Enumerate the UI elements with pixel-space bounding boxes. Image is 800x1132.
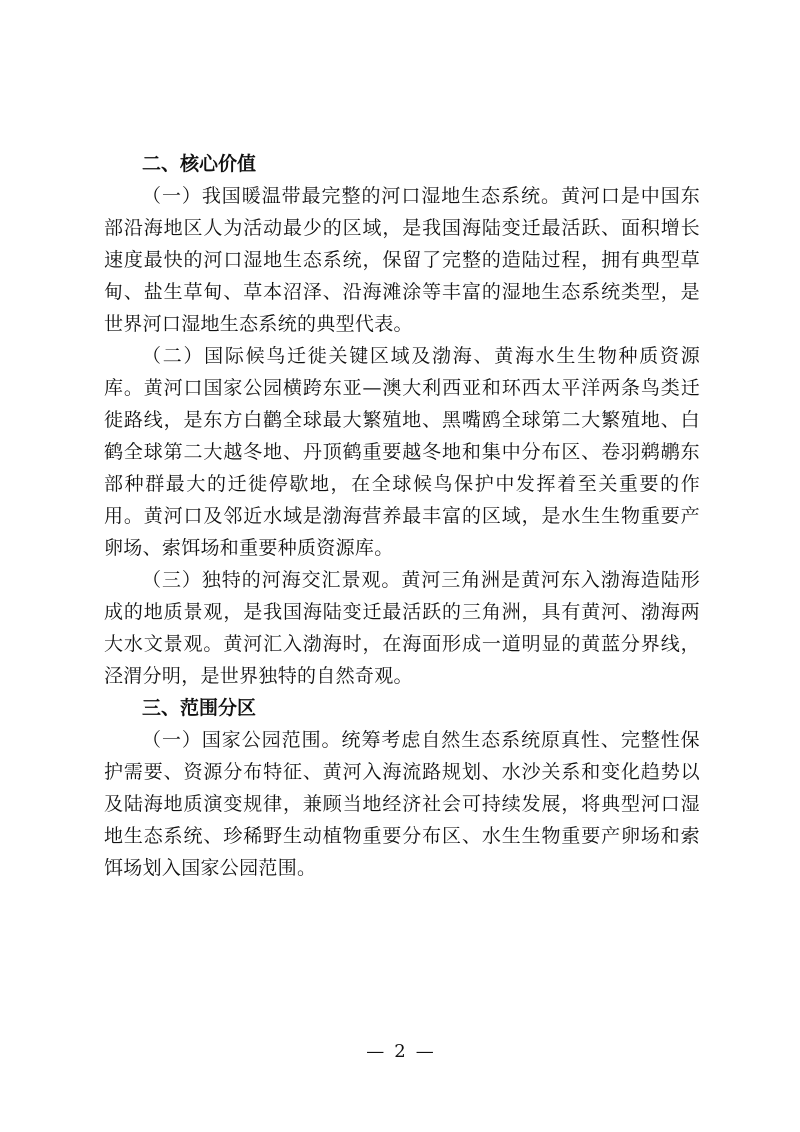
paragraph-lead: （一）我国暖温带最完整的河口湿地生态系统。 — [142, 185, 561, 207]
paragraph-body: 黄河口国家公园横跨东亚—澳大利西亚和环西太平洋两条鸟类迁徙路线，是东方白鹳全球最大繁殖地、黑嘴鸥全球第二大繁殖地、白鹤全球第二大越冬地、丹顶鹤重要越冬地和集中分布区、卷羽鹈鹕东部种群最大的迁徙停歇地，在全球候鸟保护中发挥着至关重要的作用。黄河口及邻近水域是渤海营养最丰富的区域，是水生生物重要产卵场、索饵场和重要种质资源库。 — [104, 377, 700, 559]
page-footer — [0, 1040, 800, 1064]
paragraph-lead: （二）国际候鸟迁徙关键区域及渤海、黄海水生生物种质资源库。 — [104, 345, 700, 399]
paragraph-body: 统筹考虑自然生态系统原真性、完整性保护需要、资源分布特征、黄河入海流路规划、水沙关系和变化趋势以及陆海地质演变规律，兼顾当地经济社会可持续发展，将典型河口湿地生态系统、珍稀野生动植物重要分布区、水生生物重要产卵场和索饵场划入国家公园范围。 — [104, 729, 700, 879]
section-heading-scope-zoning: 三、范围分区 — [142, 697, 257, 719]
document-body — [104, 148, 700, 884]
paragraph-estuary-wetland — [104, 180, 700, 340]
footer-dash-left: — — [366, 1041, 385, 1062]
paragraph-park-scope — [104, 724, 700, 884]
paragraph-river-sea-landscape — [104, 564, 700, 692]
paragraph-lead: （一）国家公园范围。 — [142, 729, 342, 751]
footer-dash-right: — — [415, 1041, 434, 1062]
paragraph-lead: （三）独特的河海交汇景观。 — [142, 569, 402, 591]
paragraph-body: 黄河口是中国东部沿海地区人为活动最少的区域，是我国海陆变迁最活跃、面积增长速度最快的河口湿地生态系统，保留了完整的造陆过程，拥有典型草甸、盐生草甸、草本沼泽、沿海滩涂等丰富的湿地生态系统类型，是世界河口湿地生态系统的典型代表。 — [104, 185, 700, 335]
page-number: 2 — [394, 1041, 406, 1062]
paragraph-body: 黄河三角洲是黄河东入渤海造陆形成的地质景观，是我国海陆变迁最活跃的三角洲，具有黄河、渤海两大水文景观。黄河汇入渤海时，在海面形成一道明显的黄蓝分界线，泾渭分明，是世界独特的自然奇观。 — [104, 569, 700, 687]
section-heading-core-value: 二、核心价值 — [142, 153, 257, 175]
paragraph-bird-migration — [104, 340, 700, 564]
